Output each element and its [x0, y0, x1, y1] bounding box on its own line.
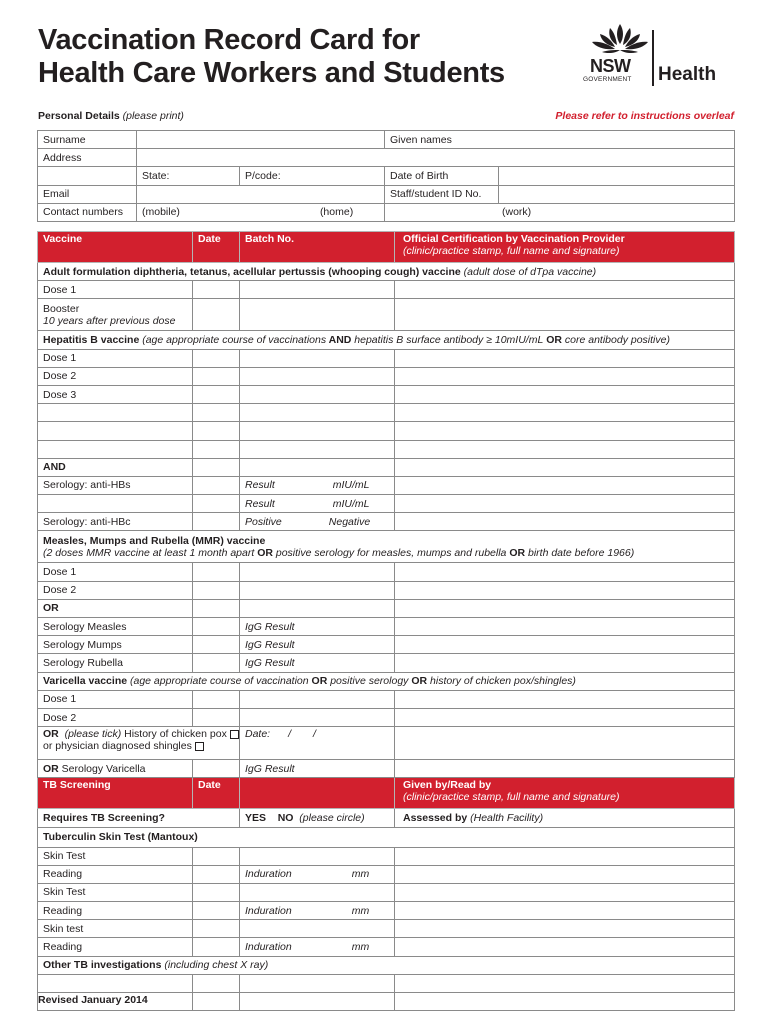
- skin-test-2-batch[interactable]: [240, 883, 395, 901]
- negative-option[interactable]: Negative: [328, 515, 371, 528]
- varicella-dose1-row: [38, 690, 735, 708]
- mmr-or-batch: [240, 599, 395, 617]
- tb-given-by-col: [395, 778, 735, 809]
- hepb-and-batch: [240, 458, 395, 476]
- anti-hbs-cert2[interactable]: [395, 495, 735, 513]
- revised-date: Revised January 2014: [38, 994, 148, 1006]
- positive-option[interactable]: Positive: [245, 515, 282, 528]
- mmr-note-c: birth date before 1966): [527, 546, 635, 559]
- reading-1-induration[interactable]: [240, 865, 395, 883]
- hepb-dose2-row: [38, 367, 735, 385]
- hepb-dose1-batch[interactable]: [240, 349, 395, 367]
- date-of-birth-field[interactable]: [499, 167, 735, 185]
- col-certification: [395, 232, 735, 263]
- hepb-dose3-batch[interactable]: [240, 385, 395, 403]
- assessed-by-label: Assessed by: [403, 811, 468, 824]
- work-field[interactable]: [385, 203, 735, 221]
- contact-label: Contact numbers: [38, 203, 137, 221]
- serology-rubella-cert[interactable]: [395, 654, 735, 672]
- row-state-dob: [38, 167, 735, 185]
- reading-2-row: [38, 902, 735, 920]
- refer-overleaf-note: Please refer to instructions overleaf: [555, 110, 734, 122]
- hepb-blank-label[interactable]: [38, 440, 193, 458]
- cert-title: Official Certification by Vaccination Provider: [403, 233, 625, 245]
- dtpa-dose1-label: Dose 1: [38, 281, 193, 299]
- other-tb-1-date[interactable]: [193, 974, 240, 992]
- booster-text: Booster: [43, 302, 80, 315]
- reading-3-induration[interactable]: [240, 938, 395, 956]
- mmr-or-1: OR: [257, 546, 273, 559]
- given-by-title: Given by/Read by: [403, 779, 492, 792]
- varicella-serology-row: [38, 760, 735, 778]
- induration-label: Induration: [245, 868, 292, 881]
- anti-hbs-date[interactable]: [193, 476, 240, 494]
- mmr-dose2-cert[interactable]: [395, 581, 735, 599]
- vaccine-header-row: [38, 232, 735, 263]
- dtpa-booster-date[interactable]: [193, 299, 240, 331]
- hepb-section: [38, 331, 735, 349]
- tb-date-col: Date: [193, 778, 240, 809]
- col-date: Date: [193, 232, 240, 263]
- serology-measles-row: [38, 618, 735, 636]
- rubella-igg-result[interactable]: IgG Result: [240, 654, 395, 672]
- varicella-dose1-batch[interactable]: [240, 690, 395, 708]
- personal-details-heading: [38, 110, 184, 122]
- anti-hbc-label: Serology: anti-HBc: [38, 513, 193, 531]
- skin-test-2-date[interactable]: [193, 883, 240, 901]
- hepb-and-label: AND: [38, 458, 193, 476]
- skin-test-3-batch[interactable]: [240, 920, 395, 938]
- hepb-and: AND: [328, 333, 352, 346]
- varicella-or-word: OR: [43, 728, 59, 741]
- hepb-dose2-cert[interactable]: [395, 367, 735, 385]
- anti-hbs-row2: [38, 495, 735, 513]
- physician-diagnosed-shingles: or physician diagnosed shingles: [43, 740, 192, 753]
- row-email-id: [38, 185, 735, 203]
- waratah-logo: [588, 22, 652, 58]
- mmr-or-cert: [395, 599, 735, 617]
- personal-heading-text: Personal Details: [38, 110, 120, 122]
- mmr-or-2: OR: [509, 546, 526, 559]
- varicella-serology-cert[interactable]: [395, 760, 735, 778]
- hepb-blank-row: [38, 422, 735, 440]
- anti-hbs-date2[interactable]: [193, 495, 240, 513]
- varicella-section: [38, 672, 735, 690]
- mobile-label: (mobile): [142, 206, 180, 219]
- hepb-blank-date[interactable]: [193, 404, 240, 422]
- anti-hbs-row1: [38, 476, 735, 494]
- hepb-blank-label[interactable]: [38, 404, 193, 422]
- anti-hbc-row: [38, 513, 735, 531]
- requires-tb-label: Requires TB Screening?: [38, 809, 240, 827]
- dtpa-title: [38, 263, 735, 281]
- skin-test-2-label: Skin Test: [38, 883, 193, 901]
- dtpa-booster-row: [38, 299, 735, 331]
- varicella-serology-label: [38, 760, 193, 778]
- row-surname-given: [38, 131, 735, 149]
- hepb-title-text: Hepatitis B vaccine: [43, 333, 140, 346]
- dtpa-dose1-cert[interactable]: [395, 281, 735, 299]
- mmr-dose1-batch[interactable]: [240, 563, 395, 581]
- unit-label: mIU/mL: [332, 497, 370, 510]
- mm-label: mm: [351, 868, 370, 881]
- varicella-dose2-cert[interactable]: [395, 708, 735, 726]
- mantoux-section: [38, 827, 735, 847]
- serology-varicella-text: Serology Varicella: [61, 762, 146, 775]
- logo-government: GOVERNMENT: [583, 76, 632, 83]
- hepb-blank-batch[interactable]: [240, 404, 395, 422]
- date-of-birth-label: Date of Birth: [385, 167, 499, 185]
- hepb-dose3-label: Dose 3: [38, 385, 193, 403]
- dtpa-dose1-row: [38, 281, 735, 299]
- reading-3-row: [38, 938, 735, 956]
- address-field[interactable]: [137, 149, 735, 167]
- hepb-dose3-cert[interactable]: [395, 385, 735, 403]
- dtpa-booster-label: [38, 299, 193, 331]
- mmr-note-b: positive serology for measles, mumps and rubella: [275, 546, 507, 559]
- varicella-note-b: positive serology: [330, 675, 409, 688]
- address-line-2[interactable]: [38, 167, 137, 185]
- dtpa-booster-batch[interactable]: [240, 299, 395, 331]
- personal-details-table: [37, 130, 735, 222]
- varicella-history-row: [38, 727, 735, 760]
- varicella-note-c: history of chicken pox/shingles): [430, 675, 576, 688]
- mm-label: mm: [351, 904, 370, 917]
- vaccine-table: [37, 231, 735, 1011]
- mmr-dose1-label: Dose 1: [38, 563, 193, 581]
- logo-nsw: NSW: [590, 56, 631, 76]
- reading-3-cert[interactable]: [395, 938, 735, 956]
- page-title: [38, 24, 505, 90]
- checkbox-icon[interactable]: [230, 730, 239, 739]
- hepb-blank-date[interactable]: [193, 440, 240, 458]
- reading-1-cert[interactable]: [395, 865, 735, 883]
- hepb-dose2-batch[interactable]: [240, 367, 395, 385]
- other-tb-row-1: [38, 974, 735, 992]
- serology-measles-cert[interactable]: [395, 618, 735, 636]
- hepb-blank-batch[interactable]: [240, 422, 395, 440]
- postcode-field[interactable]: P/code:: [240, 167, 385, 185]
- mmr-dose2-label: Dose 2: [38, 581, 193, 599]
- skin-test-1-cert[interactable]: [395, 847, 735, 865]
- varicella-title: [38, 672, 735, 690]
- hepb-dose1-date[interactable]: [193, 349, 240, 367]
- logo-divider: [652, 30, 654, 86]
- reading-2-cert[interactable]: [395, 902, 735, 920]
- varicella-history-cell: [38, 727, 240, 760]
- tick-note: (please tick): [64, 728, 122, 741]
- mmr-dose2-batch[interactable]: [240, 581, 395, 599]
- skin-test-1-date[interactable]: [193, 847, 240, 865]
- reading-1-row: [38, 865, 735, 883]
- other-tb-1-cert[interactable]: [395, 974, 735, 992]
- skin-test-1-batch[interactable]: [240, 847, 395, 865]
- date-label: Date:: [245, 728, 271, 741]
- hepb-dose2-date[interactable]: [193, 367, 240, 385]
- hepb-blank-cert[interactable]: [395, 440, 735, 458]
- induration-label: Induration: [245, 904, 292, 917]
- varicella-title-text: Varicella vaccine: [43, 675, 128, 688]
- hepb-blank-label[interactable]: [38, 422, 193, 440]
- mmr-dose2-date[interactable]: [193, 581, 240, 599]
- varicella-dose1-date[interactable]: [193, 690, 240, 708]
- dtpa-dose1-batch[interactable]: [240, 281, 395, 299]
- tb-title: TB Screening: [38, 778, 193, 809]
- result-label: Result: [245, 497, 275, 510]
- hepb-and-date: [193, 458, 240, 476]
- result-label: Result: [245, 479, 275, 492]
- yes-option[interactable]: YES: [245, 811, 267, 824]
- given-names-field[interactable]: Given names: [385, 131, 735, 149]
- other-tb-title: [38, 956, 735, 974]
- tb-header-row: [38, 778, 735, 809]
- other-tb-text: Other TB investigations: [43, 959, 162, 972]
- logo-health: Health: [658, 64, 717, 85]
- mmr-dose1-cert[interactable]: [395, 563, 735, 581]
- address-label: Address: [38, 149, 137, 167]
- anti-hbs-blank: [38, 495, 193, 513]
- hepb-blank-cert[interactable]: [395, 422, 735, 440]
- reading-2-date[interactable]: [193, 902, 240, 920]
- requires-tb-row: [38, 809, 735, 827]
- title-line-1: Vaccination Record Card for: [38, 24, 420, 56]
- other-tb-1-label[interactable]: [38, 974, 193, 992]
- other-tb-section: [38, 956, 735, 974]
- serology-rubella-date[interactable]: [193, 654, 240, 672]
- serology-mumps-row: [38, 636, 735, 654]
- other-tb-note: (including chest X ray): [164, 959, 269, 972]
- mantoux-title: Tuberculin Skin Test (Mantoux): [38, 827, 735, 847]
- hepb-and-cert: [395, 458, 735, 476]
- reading-1-label: Reading: [38, 865, 193, 883]
- given-by-note: (clinic/practice stamp, full name and signature): [403, 791, 620, 804]
- reading-1-date[interactable]: [193, 865, 240, 883]
- hepb-blank-batch[interactable]: [240, 440, 395, 458]
- hepb-blank-row: [38, 404, 735, 422]
- other-tb-2-cert[interactable]: [395, 993, 735, 1011]
- email-field[interactable]: [137, 185, 385, 203]
- hepb-dose2-label: Dose 2: [38, 367, 193, 385]
- hepb-and-row: [38, 458, 735, 476]
- dtpa-booster-cert[interactable]: [395, 299, 735, 331]
- hepb-note-a: (age appropriate course of vaccinations: [142, 333, 327, 346]
- anti-hbs-result2[interactable]: [240, 495, 395, 513]
- skin-test-1-row: [38, 847, 735, 865]
- hepb-title: [38, 331, 735, 349]
- serology-mumps-date[interactable]: [193, 636, 240, 654]
- measles-igg-result[interactable]: IgG Result: [240, 618, 395, 636]
- serology-rubella-row: [38, 654, 735, 672]
- staff-id-field[interactable]: [499, 185, 735, 203]
- history-chicken-pox: History of chicken pox: [124, 728, 227, 741]
- row-address: [38, 149, 735, 167]
- hepb-note-b: hepatitis B surface antibody ≥ 10mIU/mL: [354, 333, 544, 346]
- anti-hbs-label: Serology: anti-HBs: [38, 476, 193, 494]
- surname-field[interactable]: [137, 131, 385, 149]
- varicella-dose2-label: Dose 2: [38, 708, 193, 726]
- skin-test-3-date[interactable]: [193, 920, 240, 938]
- reading-3-label: Reading: [38, 938, 193, 956]
- dtpa-note: (adult dose of dTpa vaccine): [463, 265, 597, 278]
- unit-label: mIU/mL: [332, 479, 370, 492]
- skin-test-2-cert[interactable]: [395, 883, 735, 901]
- anti-hbs-cert[interactable]: [395, 476, 735, 494]
- state-field[interactable]: State:: [137, 167, 240, 185]
- nsw-health-logo: [578, 22, 738, 86]
- work-label: (work): [502, 206, 532, 219]
- skin-test-3-cert[interactable]: [395, 920, 735, 938]
- varicella-dose2-date[interactable]: [193, 708, 240, 726]
- varicella-history-cert[interactable]: [395, 727, 735, 760]
- mmr-dose1-date[interactable]: [193, 563, 240, 581]
- varicella-or-serology: OR: [43, 762, 59, 775]
- dtpa-title-text: Adult formulation diphtheria, tetanus, acellular pertussis (whooping cough) vaccine: [43, 265, 461, 278]
- hepb-or: OR: [546, 333, 562, 346]
- hepb-note-c: core antibody positive): [564, 333, 670, 346]
- assessed-by-cell[interactable]: [395, 809, 735, 827]
- booster-note: 10 years after previous dose: [43, 314, 176, 327]
- please-circle-note: (please circle): [299, 811, 365, 824]
- title-line-2: Health Care Workers and Students: [38, 57, 505, 89]
- varicella-history-date[interactable]: [240, 727, 395, 760]
- mmr-or-row: [38, 599, 735, 617]
- mumps-igg-result[interactable]: IgG Result: [240, 636, 395, 654]
- assessed-by-note: (Health Facility): [470, 811, 544, 824]
- requires-tb-options: [240, 809, 395, 827]
- varicella-or-2: OR: [411, 675, 428, 688]
- checkbox-icon[interactable]: [195, 742, 204, 751]
- reading-3-date[interactable]: [193, 938, 240, 956]
- tb-blank-col: [240, 778, 395, 809]
- varicella-note-a: (age appropriate course of vaccination: [130, 675, 309, 688]
- skin-test-3-row: [38, 920, 735, 938]
- staff-id-label: Staff/student ID No.: [385, 185, 499, 203]
- varicella-igg-result[interactable]: IgG Result: [240, 760, 395, 778]
- hepb-dose1-label: Dose 1: [38, 349, 193, 367]
- no-option[interactable]: NO: [277, 811, 294, 824]
- email-label: Email: [38, 185, 137, 203]
- col-batch: Batch No.: [240, 232, 395, 263]
- serology-measles-date[interactable]: [193, 618, 240, 636]
- serology-mumps-cert[interactable]: [395, 636, 735, 654]
- hepb-blank-date[interactable]: [193, 422, 240, 440]
- date-slash-2: /: [313, 728, 316, 741]
- anti-hbs-result[interactable]: [240, 476, 395, 494]
- mmr-dose1-row: [38, 563, 735, 581]
- varicella-dose2-row: [38, 708, 735, 726]
- mmr-title: [38, 531, 735, 563]
- varicella-dose1-label: Dose 1: [38, 690, 193, 708]
- varicella-serology-date[interactable]: [193, 760, 240, 778]
- date-slash-1: /: [288, 728, 292, 741]
- skin-test-1-label: Skin Test: [38, 847, 193, 865]
- other-tb-2-date[interactable]: [193, 993, 240, 1011]
- serology-rubella-label: Serology Rubella: [38, 654, 193, 672]
- serology-measles-label: Serology Measles: [38, 618, 193, 636]
- varicella-dose1-cert[interactable]: [395, 690, 735, 708]
- reading-2-induration[interactable]: [240, 902, 395, 920]
- dtpa-dose1-date[interactable]: [193, 281, 240, 299]
- cert-note: (clinic/practice stamp, full name and signature): [403, 245, 620, 257]
- hepb-blank-row: [38, 440, 735, 458]
- row-contact: [38, 203, 735, 221]
- reading-2-label: Reading: [38, 902, 193, 920]
- mobile-field[interactable]: [137, 203, 385, 221]
- anti-hbc-cert[interactable]: [395, 513, 735, 531]
- mmr-title-text: Measles, Mumps and Rubella (MMR) vaccine: [43, 534, 266, 547]
- hepb-dose1-row: [38, 349, 735, 367]
- surname-label: Surname: [38, 131, 137, 149]
- hepb-dose1-cert[interactable]: [395, 349, 735, 367]
- anti-hbc-result[interactable]: [240, 513, 395, 531]
- mmr-or-label: OR: [38, 599, 193, 617]
- mmr-or-date: [193, 599, 240, 617]
- hepb-dose3-row: [38, 385, 735, 403]
- mmr-dose2-row: [38, 581, 735, 599]
- other-tb-1-batch[interactable]: [240, 974, 395, 992]
- mm-label: mm: [351, 941, 370, 954]
- personal-heading-note: (please print): [122, 110, 184, 122]
- mmr-section: [38, 531, 735, 563]
- hepb-blank-cert[interactable]: [395, 404, 735, 422]
- home-label: (home): [319, 206, 354, 219]
- varicella-or-1: OR: [311, 675, 328, 688]
- varicella-dose2-batch[interactable]: [240, 708, 395, 726]
- skin-test-3-label: Skin test: [38, 920, 193, 938]
- induration-label: Induration: [245, 941, 292, 954]
- dtpa-section: [38, 263, 735, 281]
- col-vaccine: Vaccine: [38, 232, 193, 263]
- anti-hbc-date[interactable]: [193, 513, 240, 531]
- other-tb-2-batch[interactable]: [240, 993, 395, 1011]
- skin-test-2-row: [38, 883, 735, 901]
- serology-mumps-label: Serology Mumps: [38, 636, 193, 654]
- mmr-note-a: (2 doses MMR vaccine at least 1 month apart: [43, 546, 255, 559]
- hepb-dose3-date[interactable]: [193, 385, 240, 403]
